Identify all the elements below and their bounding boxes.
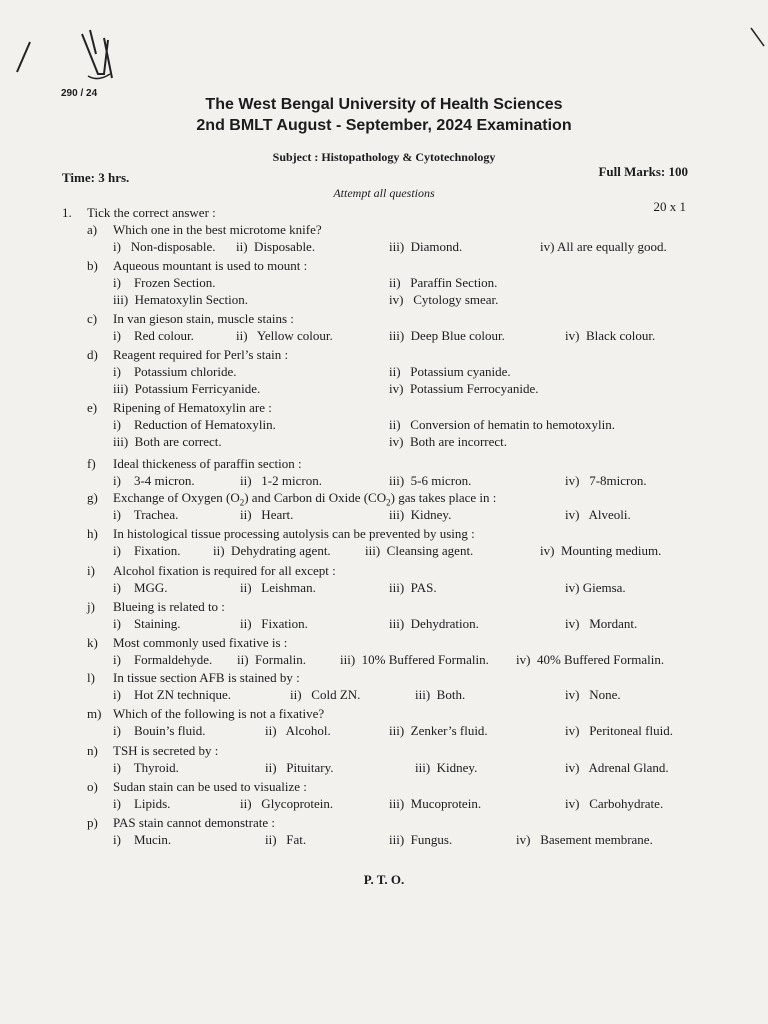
item-stem: Reagent required for Perl’s stain : (113, 347, 289, 362)
item-stem: Alcohol fixation is required for all except : (113, 563, 336, 578)
paper-code: 290 / 24 (61, 88, 98, 99)
question-item (0, 815, 768, 851)
subscript: 2 (386, 497, 391, 508)
answer-option: iv) All are equally good. (540, 239, 667, 254)
answer-option: iv) 7-8micron. (565, 473, 647, 488)
stem-part: ) gas takes place in : (390, 490, 497, 505)
answer-option: i) Bouin’s fluid. (113, 723, 206, 738)
full-marks: Full Marks: 100 (598, 164, 688, 179)
answer-option: iv) Adrenal Gland. (565, 760, 669, 775)
answer-option: i) Trachea. (113, 507, 179, 522)
answer-option: iii) PAS. (389, 580, 437, 595)
answer-option: i) Frozen Section. (113, 275, 216, 290)
answer-option: ii) 1-2 micron. (240, 473, 322, 488)
item-stem: PAS stain cannot demonstrate : (113, 815, 276, 830)
item-stem: TSH is secreted by : (113, 743, 219, 758)
item-stem: Aqueous mountant is used to mount : (113, 258, 308, 273)
tick-mark (82, 30, 112, 78)
question-item (0, 670, 768, 706)
item-letter: i) (87, 563, 95, 578)
answer-option: i) Non-disposable. (113, 239, 216, 254)
answer-option: iv) Black colour. (565, 328, 656, 343)
answer-option: iv) Basement membrane. (516, 832, 653, 847)
answer-option: iii) 5-6 micron. (389, 473, 472, 488)
answer-option: iv) Cytology smear. (389, 292, 499, 307)
answer-option: iv) Mordant. (565, 616, 638, 631)
item-stem: Ideal thickeness of paraffin section : (113, 456, 302, 471)
item-letter: g) (87, 490, 98, 505)
item-stem: In histological tissue processing autolysis can be prevented by using : (113, 526, 475, 541)
item-stem: In tissue section AFB is stained by : (113, 670, 300, 685)
item-letter: l) (87, 670, 95, 685)
answer-option: iii) Dehydration. (389, 616, 479, 631)
question-number: 1. (62, 205, 72, 220)
answer-option: iii) Deep Blue colour. (389, 328, 505, 343)
subscript: 2 (239, 497, 245, 508)
answer-option: ii) Fat. (265, 832, 307, 847)
question-item (0, 258, 768, 307)
question-item (0, 743, 768, 779)
question-item (0, 706, 768, 742)
question-item (0, 222, 768, 258)
answer-option: iii) Kidney. (389, 507, 452, 522)
answer-option: ii) Paraffin Section. (389, 275, 498, 290)
item-stem: Sudan stain can be used to visualize : (113, 779, 307, 794)
item-stem: Which of the following is not a fixative? (113, 706, 325, 721)
question-item (0, 490, 768, 526)
item-letter: h) (87, 526, 98, 541)
question-item (0, 400, 768, 449)
answer-option: i) Potassium chloride. (113, 364, 237, 379)
item-stem: Blueing is related to : (113, 599, 225, 614)
question-item (0, 635, 768, 671)
answer-option: i) MGG. (113, 580, 168, 595)
item-letter: d) (87, 347, 98, 362)
answer-option: i) Mucin. (113, 832, 172, 847)
answer-option: iv) Potassium Ferrocyanide. (389, 381, 539, 396)
answer-option: iv) Alveoli. (565, 507, 631, 522)
answer-option: ii) Yellow colour. (236, 328, 333, 343)
answer-option: i) Staining. (113, 616, 181, 631)
answer-option: ii) Leishman. (240, 580, 316, 595)
item-stem (113, 490, 496, 508)
question-instruction: Tick the correct answer : (87, 205, 216, 220)
answer-option: iv) Carbohydrate. (565, 796, 664, 811)
answer-option: ii) Alcohol. (265, 723, 331, 738)
item-letter: j) (87, 599, 95, 614)
answer-option: ii) Dehydrating agent. (213, 543, 331, 558)
answer-option: ii) Disposable. (236, 239, 316, 254)
item-letter: p) (87, 815, 98, 830)
answer-option: i) Red colour. (113, 328, 194, 343)
answer-option: ii) Potassium cyanide. (389, 364, 511, 379)
item-letter: k) (87, 635, 98, 650)
pen-stroke-right (751, 28, 764, 46)
item-letter: n) (87, 743, 98, 758)
answer-option: iv) Peritoneal fluid. (565, 723, 673, 738)
answer-option: ii) Fixation. (240, 616, 308, 631)
item-letter: b) (87, 258, 98, 273)
question-item (0, 563, 768, 599)
answer-option: iii) Mucoprotein. (389, 796, 482, 811)
answer-option: iii) Kidney. (415, 760, 478, 775)
answer-option: iii) Fungus. (389, 832, 453, 847)
item-letter: o) (87, 779, 98, 794)
answer-option: ii) Formalin. (237, 652, 306, 667)
answer-option: iii) Diamond. (389, 239, 463, 254)
item-letter: m) (87, 706, 102, 721)
item-stem: Ripening of Hematoxylin are : (113, 400, 272, 415)
question-item (0, 779, 768, 815)
answer-option: ii) Conversion of hematin to hemotoxylin. (389, 417, 616, 432)
answer-option: iv) Mounting medium. (540, 543, 662, 558)
university-title: The West Bengal University of Health Sciences (205, 96, 563, 113)
answer-option: i) Fixation. (113, 543, 181, 558)
item-letter: a) (87, 222, 98, 237)
stem-part: ) and Carbon di Oxide (CO (244, 490, 387, 505)
answer-option: iii) Both. (415, 687, 466, 702)
answer-option: iv) Both are incorrect. (389, 434, 508, 449)
question-item (0, 311, 768, 347)
time-allowed: Time: 3 hrs. (62, 170, 130, 185)
answer-option: ii) Cold ZN. (290, 687, 361, 702)
exam-title: 2nd BMLT August - September, 2024 Examination (196, 117, 572, 134)
subject-line: Subject : Histopathology & Cytotechnology (272, 150, 496, 164)
item-letter: c) (87, 311, 98, 326)
answer-option: ii) Pituitary. (265, 760, 334, 775)
pen-stroke-left (17, 42, 30, 72)
question-item (0, 526, 768, 562)
item-letter: e) (87, 400, 98, 415)
answer-option: i) 3-4 micron. (113, 473, 195, 488)
item-letter: f) (87, 456, 96, 471)
answer-option: i) Formaldehyde. (113, 652, 213, 667)
answer-option: iii) Hematoxylin Section. (113, 292, 249, 307)
answer-option: i) Lipids. (113, 796, 171, 811)
instruction-attempt: Attempt all questions (333, 186, 435, 200)
answer-option: ii) Glycoprotein. (240, 796, 334, 811)
answer-option: iii) Potassium Ferricyanide. (113, 381, 261, 396)
page-turn-over: P. T. O. (363, 872, 405, 887)
answer-option: iv) 40% Buffered Formalin. (516, 652, 665, 667)
answer-option: i) Thyroid. (113, 760, 179, 775)
answer-option: ii) Heart. (240, 507, 294, 522)
question-score: 20 x 1 (653, 199, 686, 214)
answer-option: iii) 10% Buffered Formalin. (340, 652, 489, 667)
answer-option: iii) Both are correct. (113, 434, 222, 449)
item-stem: Most commonly used fixative is : (113, 635, 288, 650)
item-stem: In van gieson stain, muscle stains : (113, 311, 294, 326)
answer-option: iii) Zenker’s fluid. (389, 723, 488, 738)
question-item (0, 456, 768, 492)
answer-option: i) Hot ZN technique. (113, 687, 232, 702)
question-item (0, 347, 768, 396)
stem-part: Exchange of Oxygen (O (113, 490, 240, 505)
answer-option: iv) Giemsa. (565, 580, 626, 595)
answer-option: iv) None. (565, 687, 621, 702)
question-item (0, 599, 768, 635)
answer-option: i) Reduction of Hematoxylin. (113, 417, 276, 432)
answer-option: iii) Cleansing agent. (365, 543, 474, 558)
item-stem: Which one in the best microtome knife? (113, 222, 322, 237)
